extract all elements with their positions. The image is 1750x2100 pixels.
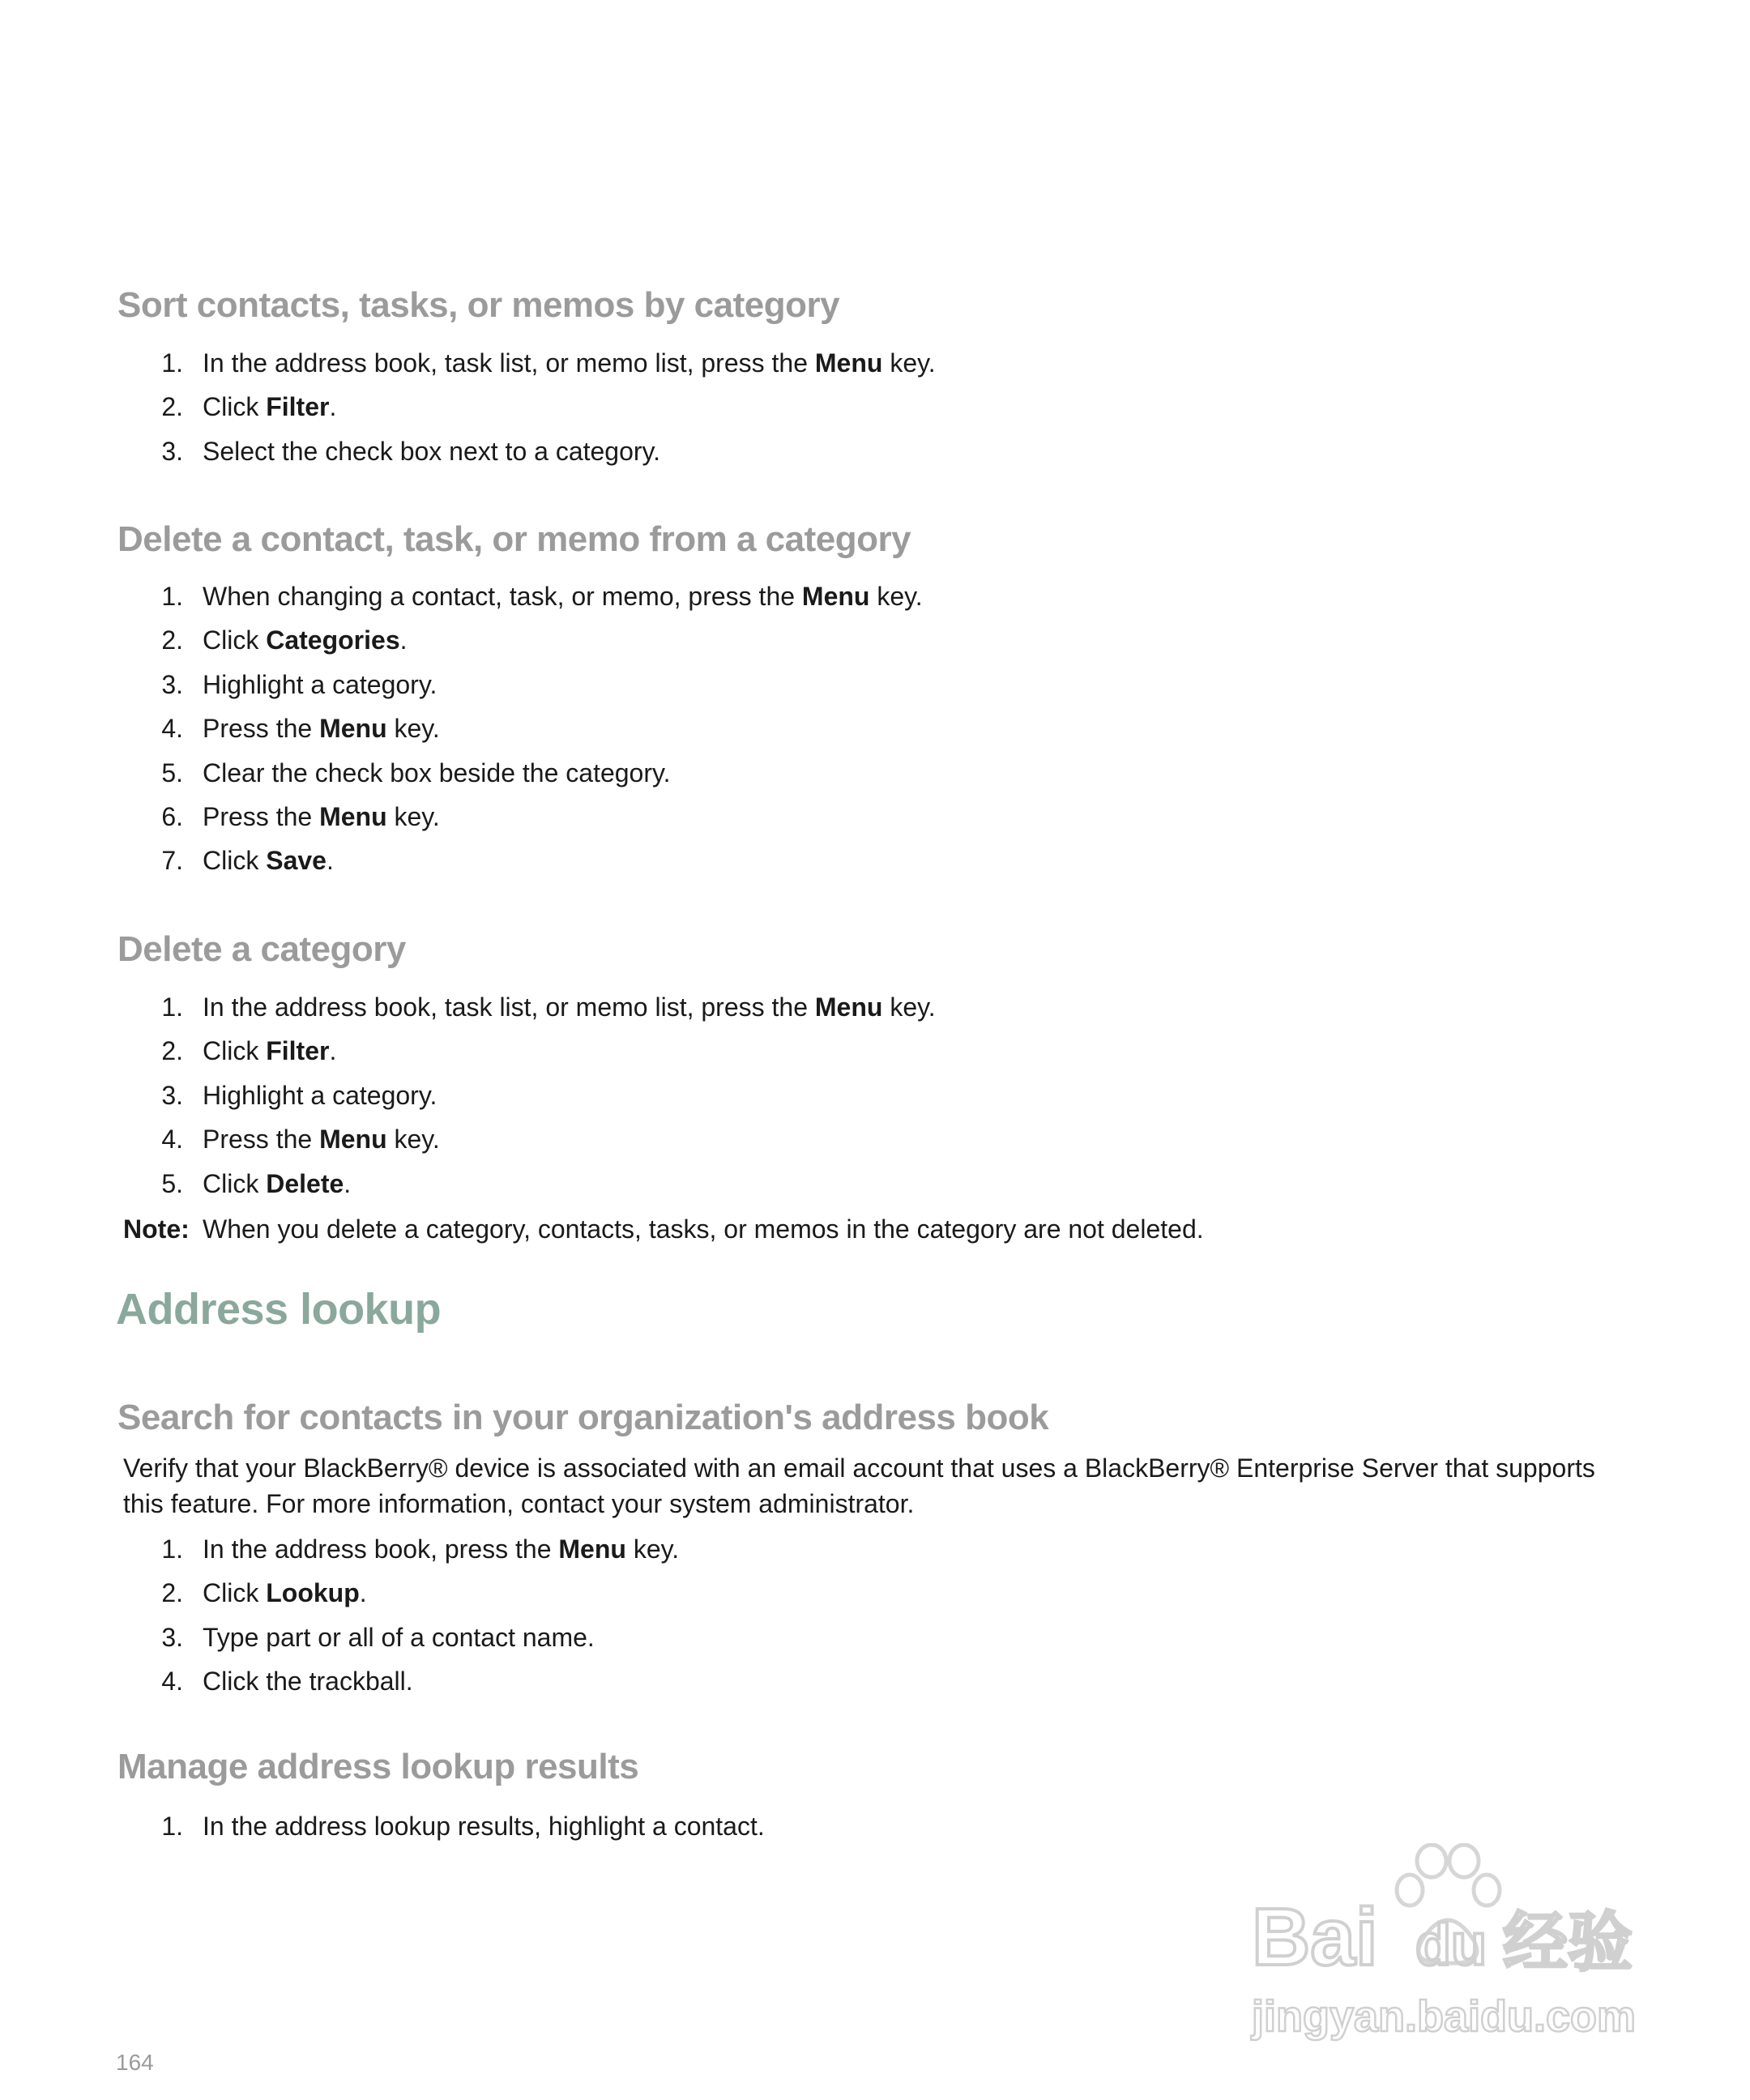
heading-delete-category: Delete a category — [117, 929, 406, 969]
note — [123, 1213, 1204, 1245]
page-number: 164 — [116, 2050, 154, 2075]
search-intro-paragraph: Verify that your BlackBerry® device is associated with an email account that uses a BlackBerry® Enterprise Server that supports this feature. For more information, contact your system administrator. — [123, 1453, 1595, 1518]
watermark-brand-cn: 经验 — [1503, 1905, 1633, 1980]
baidu-watermark-logo — [1244, 1843, 1665, 2046]
heading-sort-by-category: Sort contacts, tasks, or memos by category — [117, 285, 840, 325]
heading-manage-lookup-results: Manage address lookup results — [117, 1747, 639, 1786]
watermark-url: jingyan.baidu.com — [1252, 1992, 1637, 2041]
watermark-brand-latin: Bai — [1252, 1892, 1378, 1983]
heading-delete-from-category: Delete a contact, task, or memo from a category — [117, 519, 911, 559]
watermark-brand-du: du — [1415, 1913, 1487, 1978]
note-label: Note: — [123, 1214, 190, 1244]
document-page: Sort contacts, tasks, or memos by category 1. In the address book, task list, or memo list, press the Menu key. 2. Click Filter. 3. Select the check box next to a category. Delete a contact, task, or memo from a category 1. When changing a contact, task, or memo, press the Menu key. 2. Click Categories. 3. Highlight a category. 4. Press the Menu key. 5. Clear the check box beside the category. 6. Press the Menu key. 7. Click Save. Delete a category 1. In the address book, task list, or memo list, press the Menu key. 2. Click Filter. 3. Highlight a category. 4. Press the Menu key. 5. Click Delete. Note: When you delete a category, contacts, tasks, or memos in the category are not deleted. Address lookup Search for contacts in your organization's address book Verify that your BlackBerry® device is associated with an email account that uses a BlackBerry® Enterprise Server that supports this feature. For more information, contact your system administrator. 1. In the address book, press the Menu key. 2. Click Lookup. 3. Type part or all of a contact name. 4. Click the trackball. Manage address lookup results 1. In the address lookup results, highlight a contact. Bai du 经验 jingyan.baidu.com 164 — [0, 0, 1750, 2100]
heading-search-contacts: Search for contacts in your organization's address book — [117, 1398, 1049, 1437]
note-text: When you delete a category, contacts, tasks, or memos in the category are not deleted. — [203, 1214, 1204, 1244]
heading-address-lookup: Address lookup — [116, 1285, 442, 1334]
